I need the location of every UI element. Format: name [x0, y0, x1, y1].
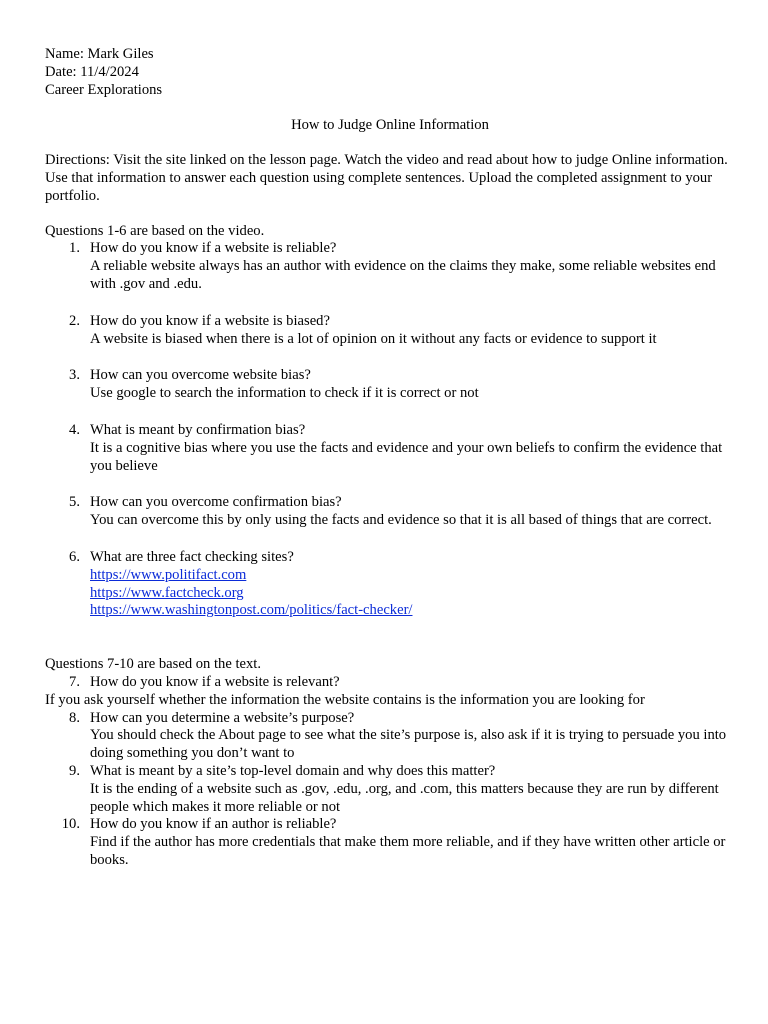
- question-number: 6.: [69, 548, 80, 565]
- answer-text: You should check the About page to see what the site’s purpose is, also ask if it is trying to persuade you into doing something you don’t want to: [90, 727, 727, 762]
- answer-text: It is the ending of a website such as .gov, .edu, .org, and .com, this matters because they are run by different people which makes it more reliable or not: [90, 780, 719, 815]
- section-2-intro: Questions 7-10 are based on the text.: [45, 656, 262, 673]
- question-5: [45, 494, 735, 530]
- question-text: What are three fact checking sites?: [90, 548, 294, 565]
- question-number: 7.: [69, 673, 80, 690]
- question-text: How can you determine a website’s purpose?: [90, 709, 355, 726]
- question-4: [45, 422, 735, 475]
- document-date: Date: 11/4/2024: [45, 63, 139, 80]
- question-number: 5.: [69, 494, 80, 511]
- question-7: [45, 674, 735, 692]
- question-2: [45, 313, 735, 349]
- directions-paragraph: Directions: Visit the site linked on the lesson page. Watch the video and read about how to judge Online information. Use that information to answer each question using complete sentences. Upload the completed assignment to your portfolio.: [45, 152, 728, 204]
- header-block: [45, 46, 735, 99]
- question-8: [45, 710, 735, 763]
- document-page: [45, 46, 735, 870]
- question-number: 10.: [61, 816, 80, 833]
- question-1: [45, 240, 735, 293]
- answer-text: It is a cognitive bias where you use the facts and evidence and your own beliefs to confirm the evidence that you believe: [90, 439, 723, 474]
- question-10: [45, 816, 735, 869]
- course-name: Career Explorations: [45, 81, 163, 98]
- question-number: 2.: [69, 312, 80, 329]
- question-text: What is meant by a site’s top-level domain and why does this matter?: [90, 762, 496, 779]
- factcheck-link[interactable]: https://www.factcheck.org: [90, 584, 244, 601]
- section-1-intro: Questions 1-6 are based on the video.: [45, 222, 265, 239]
- politifact-link[interactable]: https://www.politifact.com: [90, 566, 247, 583]
- question-number: 1.: [69, 240, 80, 257]
- question-text: How do you know if a website is relevant?: [90, 673, 340, 690]
- answer-text: A website is biased when there is a lot of opinion on it without any facts or evidence to support it: [90, 330, 657, 347]
- answer-text: Find if the author has more credentials that make them more reliable, and if they have written other article or books.: [90, 834, 726, 868]
- question-9: [45, 763, 735, 816]
- answer-text: Use google to search the information to check if it is correct or not: [90, 385, 479, 402]
- question-number: 8.: [69, 709, 80, 726]
- question-number: 3.: [69, 367, 80, 384]
- answer-7-text: If you ask yourself whether the information the website contains is the information you are looking for: [45, 691, 645, 708]
- question-text: What is meant by confirmation bias?: [90, 421, 306, 438]
- student-name: Name: Mark Giles: [45, 46, 154, 62]
- question-number: 4.: [69, 421, 80, 438]
- answer-text: You can overcome this by only using the facts and evidence so that it is all based of things that are correct.: [90, 512, 712, 529]
- question-text: How do you know if a website is biased?: [90, 312, 330, 329]
- question-6: [45, 549, 735, 620]
- question-number: 9.: [69, 762, 80, 779]
- answer-text: A reliable website always has an author with evidence on the claims they make, some reliable websites end with .gov and .edu.: [90, 258, 716, 292]
- question-text: How do you know if an author is reliable?: [90, 816, 337, 833]
- question-text: How can you overcome confirmation bias?: [90, 494, 342, 511]
- washingtonpost-fact-checker-link[interactable]: https://www.washingtonpost.com/politics/fact-checker/: [90, 602, 413, 619]
- question-text: How do you know if a website is reliable?: [90, 240, 337, 257]
- document-title: How to Judge Online Information: [291, 117, 489, 134]
- question-text: How can you overcome website bias?: [90, 367, 311, 384]
- question-3: [45, 367, 735, 403]
